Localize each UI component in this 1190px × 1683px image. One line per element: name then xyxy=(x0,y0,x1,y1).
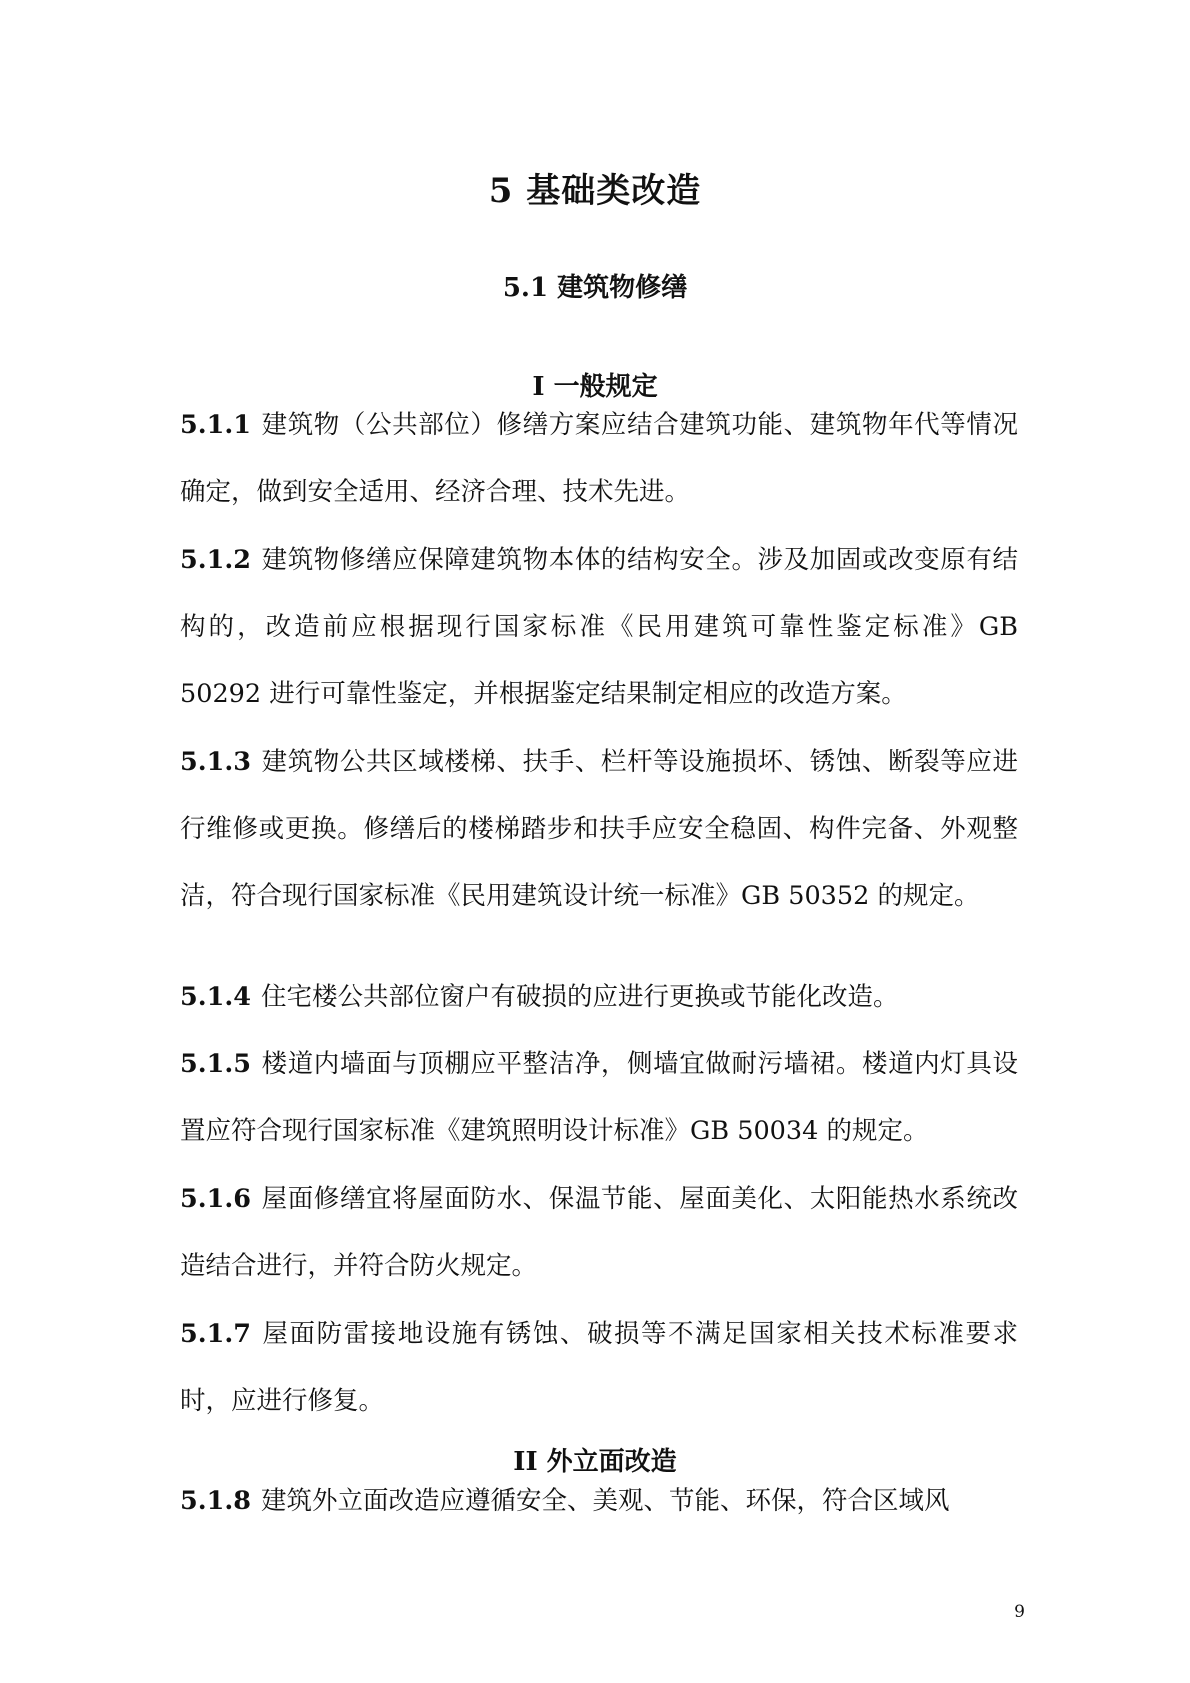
clause-number: 5.1.7 xyxy=(180,1319,251,1349)
clause-text: 建筑外立面改造应遵循安全、美观、节能、环保，符合区域风 xyxy=(260,1486,950,1516)
clause-text: 建筑物（公共部位）修缮方案应结合建筑功能、建筑物年代等情况确定，做到安全适用、经济合理、技术先进。 xyxy=(180,410,1018,507)
section-title: 5.1 建筑物修缮 xyxy=(502,272,688,303)
clause-5-1-3 xyxy=(180,729,1018,930)
clause-number: 5.1.6 xyxy=(180,1184,251,1214)
clause-number: 5.1.2 xyxy=(180,545,251,575)
clause-5-1-2 xyxy=(180,527,1018,728)
clause-5-1-4 xyxy=(180,964,1018,1031)
clause-number: 5.1.1 xyxy=(180,410,251,440)
clause-number: 5.1.5 xyxy=(180,1049,251,1079)
clause-text: 楼道内墙面与顶棚应平整洁净，侧墙宜做耐污墙裙。楼道内灯具设置应符合现行国家标准《建筑照明设计标准》GB 50034 的规定。 xyxy=(180,1049,1018,1146)
clause-text: 住宅楼公共部位窗户有破损的应进行更换或节能化改造。 xyxy=(260,982,899,1012)
clause-text: 屋面防雷接地设施有锈蚀、破损等不满足国家相关技术标准要求时，应进行修复。 xyxy=(180,1319,1018,1416)
clause-number: 5.1.4 xyxy=(180,982,251,1012)
clause-text: 建筑物公共区域楼梯、扶手、栏杆等设施损坏、锈蚀、断裂等应进行维修或更换。修缮后的楼梯踏步和扶手应安全稳固、构件完备、外观整洁，符合现行国家标准《民用建筑设计统一标准》GB 50352 的规定。 xyxy=(180,747,1018,911)
clause-5-1-5 xyxy=(180,1031,1018,1165)
subsection-title-general: I 一般规定 xyxy=(532,372,658,402)
clause-number: 5.1.8 xyxy=(180,1486,251,1516)
clause-5-1-8 xyxy=(180,1468,1018,1535)
clause-5-1-7 xyxy=(180,1301,1018,1435)
clause-5-1-6 xyxy=(180,1166,1018,1300)
page-number: 9 xyxy=(1014,1602,1025,1622)
clause-text: 建筑物修缮应保障建筑物本体的结构安全。涉及加固或改变原有结构的，改造前应根据现行国家标准《民用建筑可靠性鉴定标准》GB 50292 进行可靠性鉴定，并根据鉴定结果制定相应的改造方案。 xyxy=(180,545,1018,709)
chapter-title: 5 基础类改造 xyxy=(488,170,702,211)
subsection-title-facade: II 外立面改造 xyxy=(513,1447,677,1477)
clause-5-1-1 xyxy=(180,392,1018,526)
clause-text: 屋面修缮宜将屋面防水、保温节能、屋面美化、太阳能热水系统改造结合进行，并符合防火规定。 xyxy=(180,1184,1018,1281)
clause-number: 5.1.3 xyxy=(180,747,251,777)
